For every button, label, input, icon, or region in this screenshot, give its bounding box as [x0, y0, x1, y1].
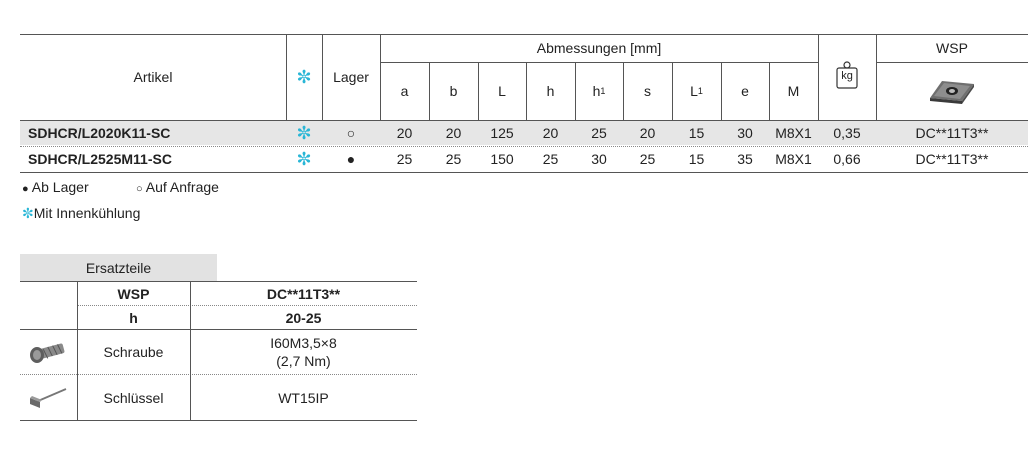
spare-row-key-name: Schlüssel: [103, 389, 164, 406]
row1-wsp: DC**11T3**: [915, 125, 989, 141]
spare-row-screw-value: [190, 330, 417, 374]
row1-weight: 0,35: [833, 125, 861, 141]
row1-dim-m: M8X1: [775, 125, 812, 141]
insert-icon: [928, 78, 976, 104]
spare-wsp-value: DC**11T3**: [266, 285, 341, 302]
row1-dim-a: 20: [396, 125, 413, 141]
row1-cooling-icon: ✼: [296, 122, 312, 143]
cooling-icon: ✼: [22, 205, 34, 221]
row2-dim-h1: 30: [591, 151, 607, 167]
row2-dim-m: M8X1: [775, 151, 812, 167]
row2-dim-s: 25: [639, 151, 656, 167]
row1-dim-s: 20: [639, 125, 656, 141]
header-artikel: Artikel: [133, 69, 173, 85]
spare-wsp-label: WSP: [117, 285, 150, 302]
header-dim-s: s: [644, 83, 651, 99]
row1-dim-b: 20: [445, 125, 462, 141]
row2-wsp: DC**11T3**: [915, 151, 989, 167]
row2-dim-a: 25: [396, 151, 413, 167]
row2-dim-l: 150: [490, 151, 514, 167]
legend-cooling: [22, 205, 140, 222]
row2-lager: ●: [346, 151, 356, 167]
header-wsp: WSP: [936, 40, 968, 56]
legend-auf-anfrage-label: Auf Anfrage: [145, 179, 219, 195]
legend-auf-anfrage: [136, 179, 219, 195]
row2-cooling-icon: ✼: [296, 148, 312, 169]
row2-dim-l1: 15: [688, 151, 705, 167]
screw-spec: I60M3,5×8: [270, 335, 337, 351]
header-dim-l1: L 1: [690, 83, 703, 99]
row1-artikel: SDHCR/L2020K11-SC: [28, 125, 171, 141]
spare-parts-title: Ersatzteile: [20, 254, 217, 281]
header-dim-l: L: [498, 83, 506, 99]
row1-lager: ○: [346, 125, 356, 141]
header-lager: Lager: [333, 69, 369, 85]
legend-ab-lager-label: Ab Lager: [31, 179, 89, 195]
header-dim-b: b: [449, 83, 458, 99]
header-dim-m: M: [787, 83, 800, 99]
hollow-circle-icon: ○: [136, 183, 143, 195]
spare-row-key-value: WT15IP: [278, 389, 329, 406]
legend-ab-lager: [22, 179, 89, 195]
header-dim-h: h: [546, 83, 555, 99]
spare-h-value: 20-25: [285, 309, 322, 326]
row2-dim-h: 25: [542, 151, 559, 167]
row2-artikel: SDHCR/L2525M11-SC: [28, 151, 172, 167]
row2-weight: 0,66: [833, 151, 861, 167]
row2-dim-b: 25: [445, 151, 462, 167]
row1-dim-l1: 15: [688, 125, 705, 141]
key-icon: [28, 386, 68, 410]
row1-dim-e: 30: [737, 125, 753, 141]
cooling-icon: ✼: [296, 66, 312, 87]
header-dim-a: a: [400, 83, 409, 99]
row2-dim-e: 35: [737, 151, 753, 167]
screw-torque: (2,7 Nm): [276, 353, 331, 369]
filled-circle-icon: ●: [22, 183, 29, 195]
row1-dim-h1: 25: [591, 125, 607, 141]
weight-icon: [835, 60, 859, 90]
weight-icon-label: kg: [841, 70, 853, 82]
spare-h-label: h: [129, 309, 138, 326]
row1-dim-l: 125: [490, 125, 514, 141]
spare-row-screw-name: Schraube: [103, 344, 164, 360]
header-dim-h1: h 1: [592, 83, 606, 99]
row1-dim-h: 20: [542, 125, 559, 141]
header-abmessungen: Abmessungen [mm]: [536, 40, 662, 56]
legend-cooling-label: Mit Innenkühlung: [33, 205, 141, 221]
header-dim-e: e: [741, 83, 749, 99]
screw-icon: [28, 339, 68, 365]
